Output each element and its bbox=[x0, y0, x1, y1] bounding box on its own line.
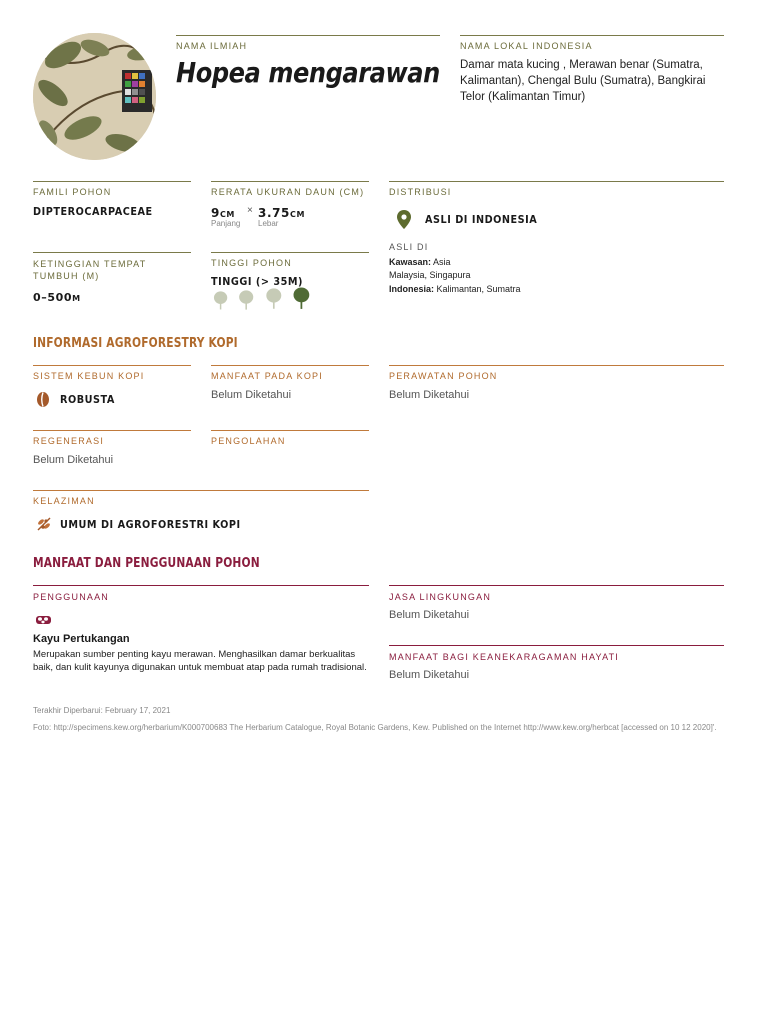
nama-lokal-label: NAMA LOKAL INDONESIA bbox=[460, 41, 593, 51]
regenerasi-value: Belum Diketahui bbox=[33, 454, 114, 466]
tree-icon bbox=[238, 290, 254, 315]
divider bbox=[211, 252, 369, 253]
kayu-desc: Merupakan sumber penting kayu merawan. Menghasilkan damar berkualitas baik, dan kulit kayunya digunakan untuk membuat atap pada rumah tradisional. bbox=[33, 649, 367, 673]
divider bbox=[176, 35, 440, 36]
jasa-value: Belum Diketahui bbox=[389, 609, 470, 621]
coffee-bean-icon bbox=[37, 392, 49, 412]
wood-log-icon bbox=[35, 612, 53, 630]
panjang-unit: CM bbox=[219, 210, 235, 219]
kawasan-line bbox=[389, 257, 451, 267]
tinggi-value: TINGGI (> 35M) bbox=[211, 275, 304, 288]
divider bbox=[211, 430, 369, 431]
coffee-branch-icon bbox=[36, 516, 52, 537]
manfaat-kopi-value: Belum Diketahui bbox=[211, 389, 292, 401]
divider bbox=[211, 365, 369, 366]
kelaziman-label: KELAZIMAN bbox=[33, 496, 95, 506]
penggunaan-label: PENGGUNAAN bbox=[33, 592, 110, 602]
tree-icon bbox=[213, 291, 228, 315]
divider bbox=[389, 585, 724, 586]
divider bbox=[33, 252, 191, 253]
regenerasi-label: REGENERASI bbox=[33, 436, 105, 446]
lebar-label: Lebar bbox=[258, 219, 279, 228]
divider bbox=[389, 181, 724, 182]
tree-icon bbox=[265, 288, 283, 315]
divider bbox=[33, 181, 191, 182]
indonesia-value: Kalimantan, Sumatra bbox=[434, 284, 521, 294]
nama-ilmiah-label: NAMA ILMIAH bbox=[176, 41, 248, 51]
manfaat-kopi-label: MANFAAT PADA KOPI bbox=[211, 371, 323, 381]
panjang-value: 9 bbox=[211, 206, 220, 220]
divider bbox=[211, 181, 369, 182]
divider bbox=[33, 430, 191, 431]
tree-height-scale bbox=[213, 293, 313, 315]
kayu-title: Kayu Pertukangan bbox=[33, 633, 130, 645]
jasa-label: JASA LINGKUNGAN bbox=[389, 592, 492, 602]
hayati-label: MANFAAT BAGI KEANEKARAGAMAN HAYATI bbox=[389, 652, 620, 662]
perawatan-label: PERAWATAN POHON bbox=[389, 371, 498, 381]
lebar-value: 3.75 bbox=[258, 206, 291, 220]
famili-label: FAMILI POHON bbox=[33, 187, 112, 197]
lebar-unit: CM bbox=[290, 210, 306, 219]
rerata-label: RERATA UKURAN DAUN (CM) bbox=[211, 187, 365, 197]
kawasan-key: Kawasan: bbox=[389, 257, 432, 267]
ketinggian-label: KETINGGIAN TEMPAT TUMBUH (M) bbox=[33, 259, 147, 281]
sistem-value: ROBUSTA bbox=[60, 393, 115, 406]
sistem-label: SISTEM KEBUN KOPI bbox=[33, 371, 145, 381]
tinggi-label: TINGGI POHON bbox=[211, 258, 292, 268]
perawatan-value: Belum Diketahui bbox=[389, 389, 470, 401]
manfaat-section-title: MANFAAT DAN PENGGUNAAN POHON bbox=[33, 556, 260, 571]
ketinggian-value: 0–500 bbox=[33, 291, 73, 304]
divider bbox=[33, 365, 191, 366]
divider bbox=[460, 35, 724, 36]
panjang-label: Panjang bbox=[211, 219, 241, 228]
last-updated: Terakhir Diperbarui: February 17, 2021 bbox=[33, 706, 171, 715]
pengolahan-label: PENGOLAHAN bbox=[211, 436, 286, 446]
distribusi-value: ASLI DI INDONESIA bbox=[425, 213, 538, 226]
famili-value: DIPTEROCARPACEAE bbox=[33, 205, 153, 218]
location-pin-icon bbox=[397, 210, 411, 234]
distribusi-label: DISTRIBUSI bbox=[389, 187, 452, 197]
kelaziman-value: UMUM DI AGROFORESTRI KOPI bbox=[60, 518, 241, 531]
ketinggian-unit: M bbox=[72, 294, 81, 303]
herbarium-photo bbox=[33, 33, 156, 160]
hayati-value: Belum Diketahui bbox=[389, 669, 470, 681]
divider bbox=[33, 490, 369, 491]
agro-section-title: INFORMASI AGROFORESTRY KOPI bbox=[33, 336, 238, 351]
asli-di-label: ASLI DI bbox=[389, 242, 429, 252]
times-sign: × bbox=[247, 205, 253, 216]
kawasan-countries: Malaysia, Singapura bbox=[389, 270, 471, 280]
nama-lokal: Damar mata kucing , Merawan benar (Sumatra, Kalimantan), Chengal Bulu (Sumatra), Bangkirai Telor (Kalimantan Timur) bbox=[460, 59, 706, 103]
divider bbox=[33, 585, 369, 586]
kawasan-value: Asia bbox=[431, 257, 451, 267]
photo-credit: Foto: http://specimens.kew.org/herbarium/K000700683 The Herbarium Catalogue, Royal Botanic Gardens, Kew. Published on the Internet http://www.kew.org/herbcat [accessed on 10 12 2020]'. bbox=[33, 723, 717, 732]
divider bbox=[389, 645, 724, 646]
tree-icon-active bbox=[292, 287, 311, 315]
indonesia-line bbox=[389, 284, 521, 294]
ketinggian bbox=[33, 288, 81, 306]
indonesia-key: Indonesia: bbox=[389, 284, 435, 294]
nama-ilmiah: Hopea mengarawan bbox=[176, 56, 440, 89]
divider bbox=[389, 365, 724, 366]
